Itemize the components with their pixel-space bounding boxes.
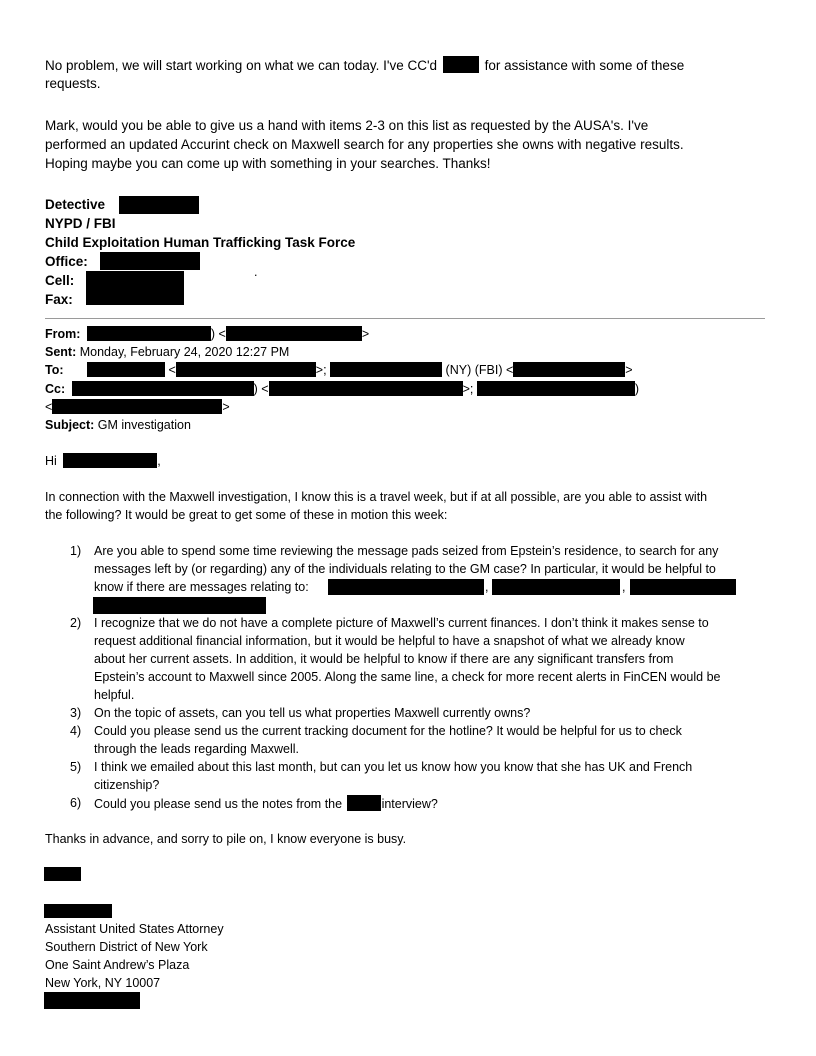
header-cc (45, 381, 639, 398)
redaction (87, 362, 165, 377)
list-item-number: 2) (70, 616, 82, 630)
greeting-text: Hi (45, 454, 57, 468)
redaction (52, 399, 222, 414)
reply-para2-line2: performed an updated Accurint check on Maxwell search for any properties she owns with negative results. (45, 137, 684, 152)
reply-para2-line3: Hoping maybe you can come up with something in your searches. Thanks! (45, 156, 491, 171)
list-item-text: I recognize that we do not have a complete picture of Maxwell’s current finances. I don’t think it makes sense to (94, 616, 709, 630)
divider (45, 318, 765, 319)
list-item-punct: , (485, 580, 489, 594)
redaction (269, 381, 463, 396)
intro-line-2: the following? It would be great to get some of these in motion this week: (45, 508, 448, 522)
redaction (226, 326, 362, 341)
header-sent (45, 344, 289, 361)
reply-line-2: requests. (45, 76, 101, 91)
redaction (477, 381, 635, 396)
greeting (45, 453, 161, 470)
cc-label: Cc: (45, 382, 66, 396)
redaction (100, 252, 200, 270)
list-item-text: Could you please send us the notes from the (94, 797, 343, 811)
header-punct: ) (634, 382, 640, 396)
sent-value: Monday, February 24, 2020 12:27 PM (79, 345, 290, 359)
list-item-number: 1) (70, 544, 82, 558)
to-label: To: (45, 363, 64, 377)
redaction (44, 904, 112, 918)
header-from (45, 326, 369, 343)
header-punct: >; (315, 363, 327, 377)
header-punct: < (168, 363, 176, 377)
list-item-text: On the topic of assets, can you tell us what properties Maxwell currently owns? (94, 706, 531, 720)
ausa-address-2: New York, NY 10007 (45, 976, 161, 990)
list-item-text: Could you please send us the current tracking document for the hotline? It would be helpful for us to check (94, 724, 682, 738)
list-item-text: Are you able to spend some time reviewing the message pads seized from Epstein’s residence, to search for any (94, 544, 719, 558)
list-item-number: 3) (70, 706, 82, 720)
redaction (119, 196, 199, 214)
reply-text: No problem, we will start working on what we can today. I've CC'd (45, 58, 438, 73)
list-item-text: request additional financial information, but it would be helpful to have a snapshot of what we already know (94, 634, 685, 648)
redaction (443, 56, 479, 73)
redaction (513, 362, 625, 377)
redaction (86, 271, 184, 305)
closing: Thanks in advance, and sorry to pile on, I know everyone is busy. (45, 832, 407, 846)
list-item-text: know if there are messages relating to: (94, 580, 309, 594)
list-item-text: through the leads regarding Maxwell. (94, 742, 299, 756)
redaction (72, 381, 254, 396)
header-punct: > (625, 363, 633, 377)
subject-value: GM investigation (97, 418, 191, 432)
ausa-district: Southern District of New York (45, 940, 208, 954)
list-item-text: messages left by (or regarding) any of the individuals relating to the GM case? In particular, it would be helpful to (94, 562, 716, 576)
from-label: From: (45, 327, 81, 341)
redaction (93, 597, 266, 614)
sig-office-label: Office: (45, 254, 88, 269)
redaction (347, 795, 381, 811)
ausa-address-1: One Saint Andrew’s Plaza (45, 958, 190, 972)
header-to (45, 362, 633, 379)
header-punct: ) < (210, 327, 226, 341)
sig-unit: Child Exploitation Human Trafficking Task Force (45, 235, 356, 250)
sig-fax-label: Fax: (45, 292, 73, 307)
header-punct: >; (462, 382, 474, 396)
redaction (87, 326, 211, 341)
sig-org: NYPD / FBI (45, 216, 116, 231)
reply-line-1 (45, 56, 684, 75)
intro-line-1: In connection with the Maxwell investigation, I know this is a travel week, but if at all possible, are you able to assist with (45, 490, 708, 504)
header-punct: ) < (253, 382, 269, 396)
header-punct: > (222, 400, 230, 414)
list-item-punct: , (622, 580, 626, 594)
reply-para2-line1: Mark, would you be able to give us a hand with items 2-3 on this list as requested by the AUSA's. I've (45, 118, 649, 133)
header-punct: < (45, 400, 53, 414)
stray-mark: . (254, 265, 258, 279)
header-punct: (NY) (FBI) < (445, 363, 514, 377)
redaction (328, 579, 484, 595)
redaction (44, 992, 140, 1009)
list-item-text: Epstein’s account to Maxwell since 2005. Along the same line, a check for more recent alerts in FinCEN would be (94, 670, 721, 684)
redaction (44, 867, 81, 881)
list-item-text: about her current assets. In addition, it would be helpful to know if there are any significant transfers from (94, 652, 674, 666)
header-cc-cont (45, 399, 230, 416)
redaction (630, 579, 736, 595)
list-item-number: 6) (70, 796, 82, 810)
redaction (330, 362, 442, 377)
subject-label: Subject: (45, 418, 95, 432)
reply-text: for assistance with some of these (484, 58, 685, 73)
redaction (63, 453, 157, 468)
list-item-number: 4) (70, 724, 82, 738)
list-item-text: helpful. (94, 688, 135, 702)
greeting-punct: , (157, 454, 161, 468)
ausa-title: Assistant United States Attorney (45, 922, 224, 936)
sig-cell-label: Cell: (45, 273, 75, 288)
list-item-text: I think we emailed about this last month, but can you let us know how you know that she has UK and French (94, 760, 693, 774)
redaction (176, 362, 316, 377)
sig-title: Detective (45, 197, 106, 212)
list-item-text: citizenship? (94, 778, 160, 792)
header-punct: > (361, 327, 370, 341)
list-item-text: interview? (381, 797, 438, 811)
redaction (492, 579, 620, 595)
header-subject (45, 417, 191, 434)
list-item-text (94, 795, 438, 813)
list-item-number: 5) (70, 760, 82, 774)
sent-label: Sent: (45, 345, 77, 359)
